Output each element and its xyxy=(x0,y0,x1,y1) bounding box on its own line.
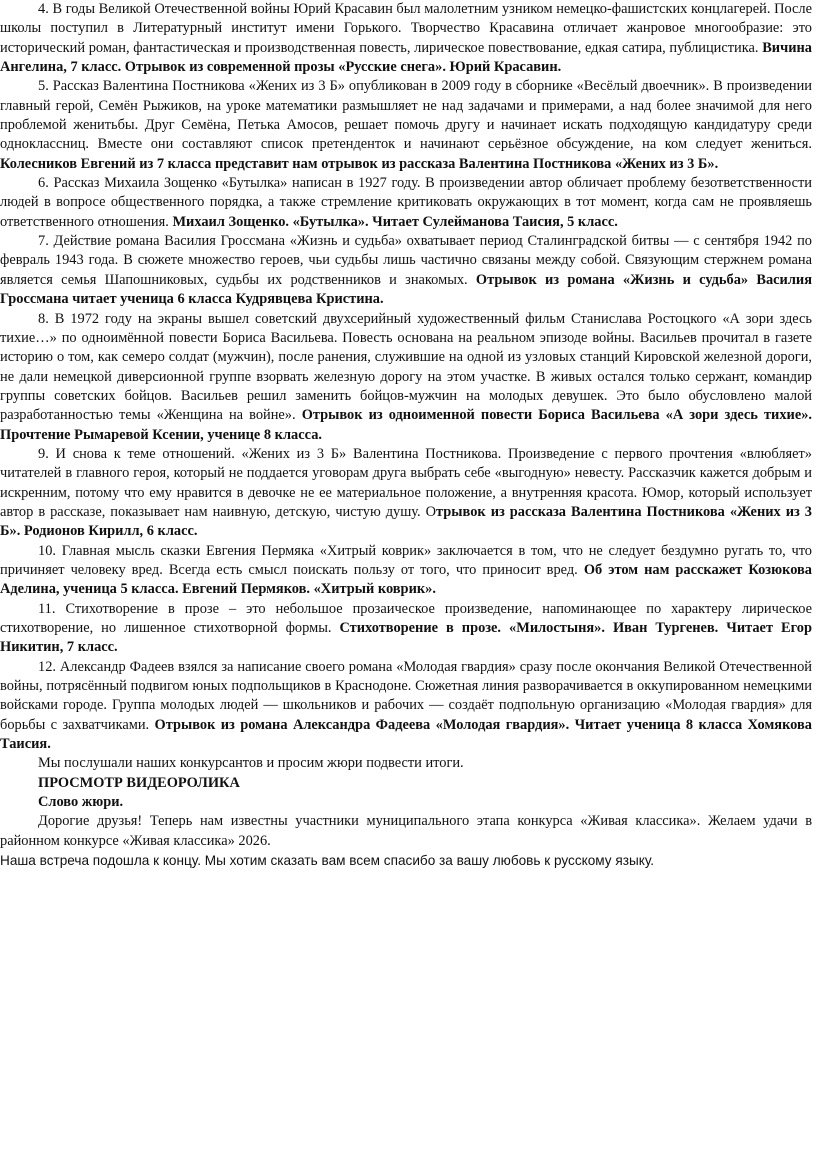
paragraph-text: 12. Александр Фадеев взялся за написание своего романа «Молодая гвардия» сразу после окончания Великой Отечественной войны, потрясённый подвигом юных подпольщиков в Краснодоне. Сюжетная линия разворачивается в оккупированном немецкими войсками городе. Группа молодых людей — школьников и рабочих — создаёт подпольную организацию «Молодая гвардия» для борьбы с захватчиками. xyxy=(0,658,812,733)
paragraph-text: 5. Рассказ Валентина Постникова «Жених из 3 Б» опубликован в 2009 году в сборнике «Весёлый двоечник». В произведении главный герой, Семён Рыжиков, на уроке математики размышляет не над задачами и примерами, а над более значимой для него проблемой женитьбы. Друг Семёна, Петька Амосов, решает помочь другу и начинает искать подходящую кандидатуру среди одноклассниц. Вместе они составляют список претенденток и начинают серьёзное обсуждение, на ком следует жениться. xyxy=(0,78,812,153)
paragraph-11 xyxy=(0,600,812,658)
paragraph-text: 7. Действие романа Василия Гроссмана «Жизнь и судьба» охватывает период Сталинградской битвы — с сентября 1942 по февраль 1943 года. В сюжете множество героев, чьи судьбы лишь частично связаны между собой. Связующим стержнем романа является семья Шапошниковых, судьбы их родственников и знакомых. xyxy=(0,233,812,288)
paragraph-10 xyxy=(0,542,812,600)
farewell-line: Наша встреча подошла к концу. Мы хотим сказать вам всем спасибо за вашу любовь к русскому языку. xyxy=(0,853,655,869)
closing-line: Мы послушали наших конкурсантов и просим жюри подвести итоги. xyxy=(38,755,464,772)
paragraph-bold: Михаил Зощенко. «Бутылка». Читает Сулейманова Таисия, 5 класс. xyxy=(172,213,618,230)
paragraph-bold: Вичина Ангелина, 7 класс. Отрывок из современной прозы «Русские снега». Юрий Красавин. xyxy=(0,39,812,76)
paragraph-bold: Отрывок из одноименной повести Бориса Васильева «А зори здесь тихие». Прочтение Рымаревой Ксении, ученице 8 класса. xyxy=(0,407,813,443)
paragraph-text: 11. Стихотворение в прозе – это небольшое прозаическое произведение, напоминающее по характеру лирическое стихотворение, но лишенное стихотворной формы. xyxy=(0,600,812,636)
paragraph-text: 8. В 1972 году на экраны вышел советский двухсерийный художественный фильм Станислава Ростоцкого «А зори здесь тихие…» по одноимённой повести Бориса Васильева. Повесть основана на реальном эпизоде войны. Васильев прочитал в газете историю о том, как семеро солдат (мужчин), после ранения, служившие на одной из узловых станций Кировской железной дороги, не дали немецкой диверсионной группе взорвать железную дорогу на этом участке. В живых остался только сержант, командир группы советских бойцов. Васильев решил заменить бойцов-мужчин на молодых девушек. Это было обусловлено малой разработанностью темы «Женщина на войне». xyxy=(0,310,812,424)
paragraph-text: 4. В годы Великой Отечественной войны Юрий Красавин был малолетним узником немецко-фашистских концлагерей. После школы поступил в Литературный институт имени Горького. Творчество Красавина отличает жанровое многообразие: это исторический роман, фантастическая и производственная повесть, лирическое повествование, едкая сатира, публицистика. xyxy=(0,1,812,56)
paragraph-text: 10. Главная мысль сказки Евгения Пермяка «Хитрый коврик» заключается в том, что не следует бездумно ругать то, что причиняет человеку вред. Всегда есть смысл поискать пользу от того, что приносит вред. xyxy=(0,542,812,578)
paragraph-text: 6. Рассказ Михаила Зощенко «Бутылка» написан в 1927 году. В произведении автор обличает проблему безответственности людей в вопросе общественного порядка, а также стремление критиковать окружающих в тот момент, когда сам не проявляешь ответственного отношения. xyxy=(0,175,812,230)
paragraph-8 xyxy=(0,310,812,445)
paragraph-7 xyxy=(0,232,812,309)
paragraph-6 xyxy=(0,174,812,232)
jury-heading: Слово жюри. xyxy=(38,794,124,811)
paragraph-12 xyxy=(0,658,812,755)
paragraph-bold: трывок из рассказа Валентина Постникова «Жених из 3 Б». Родионов Кирилл, 6 класс. xyxy=(0,503,812,540)
paragraph-bold: Отрывок из романа «Жизнь и судьба» Василия Гроссмана читает ученица 6 класса Кудрявцева Кристина. xyxy=(0,271,812,308)
paragraph-bold: Стихотворение в прозе. «Милостыня». Иван Тургенев. Читает Егор Никитин, 7 класс. xyxy=(0,620,812,656)
paragraph-9 xyxy=(0,445,812,542)
paragraph-bold: Отрывок из романа Александра Фадеева «Молодая гвардия». Читает ученица 8 класса Хомякова Таисия. xyxy=(0,716,812,753)
paragraph-text: 9. И снова к теме отношений. «Жених из 3 Б» Валентина Постникова. Произведение с первого прочтения «влюбляет» читателей в главного героя, который не поддается уговорам друга выбрать себе «выгодную» невесту. Рассказчик кажется добрым и искренним, потому что ему нравится в девочке не ее материальное положение, а внутренняя красота. Юмор, который использует автор в рассказе, показывает нам наивную, детскую, чистую душу. О xyxy=(0,445,812,520)
paragraph-bold: Колесников Евгений из 7 класса представит нам отрывок из рассказа Валентина Постникова «Жених из 3 Б». xyxy=(0,155,719,172)
final-paragraph: Дорогие друзья! Теперь нам известны участники муниципального этапа конкурса «Живая классика». Желаем удачи в районном конкурсе «Живая классика» 2026. xyxy=(0,813,812,849)
video-heading: ПРОСМОТР ВИДЕОРОЛИКА xyxy=(38,774,240,791)
paragraph-bold: Об этом нам расскажет Козюкова Аделина, ученица 5 класса. Евгений Пермяков. «Хитрый коврик». xyxy=(0,561,812,598)
paragraph-4 xyxy=(0,0,812,77)
paragraph-5 xyxy=(0,77,812,174)
